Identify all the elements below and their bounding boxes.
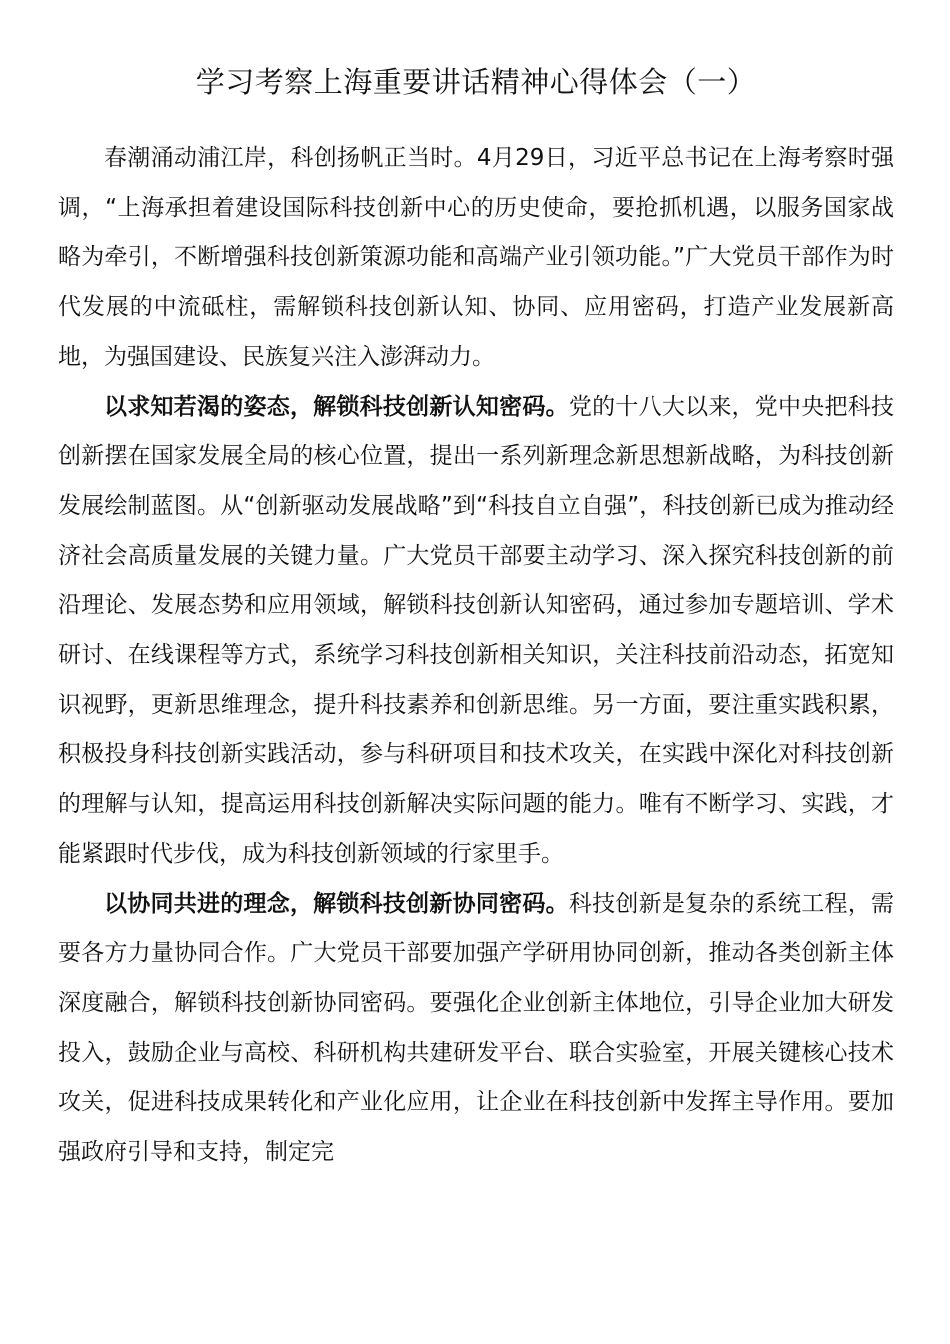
paragraph-text: 党的十八大以来，党中央把科技创新摆在国家发展全局的核心位置，提出一系列新理念新思想新战略，为科技创新发展绘制蓝图。从“创新驱动发展战略”到“科技自立自强”，科技创新已成为推动经济社会高质量发展的关键力量。广大党员干部要主动学习、深入探究科技创新的前沿理论、发展态势和应用领域，解锁科技创新认知密码，通过参加专题培训、学术研讨、在线课程等方式，系统学习科技创新相关知识，关注科技前沿动态，拓宽知识视野，更新思维理念，提升科技素养和创新思维。另一方面，要注重实践积累，积极投身科技创新实践活动，参与科研项目和技术攻关，在实践中深化对科技创新的理解与认知，提高运用科技创新解决实际问题的能力。唯有不断学习、实践，才能紧跟时代步伐，成为科技创新领域的行家里手。: [58, 393, 895, 867]
paragraph-cognition: [58, 383, 894, 880]
paragraph-collaboration: [58, 880, 894, 1178]
paragraph-lead-heading: 以协同共进的理念，解锁科技创新协同密码。: [104, 890, 569, 917]
paragraph-intro: [58, 134, 894, 383]
paragraph-text: 春潮涌动浦江岸，科创扬帆正当时。4月29日，习近平总书记在上海考察时强调，“上海承担着建设国际科技创新中心的历史使命，要抢抓机遇，以服务国家战略为牵引，不断增强科技创新策源功能和高端产业引领功能。”广大党员干部作为时代发展的中流砥柱，需解锁科技创新认知、协同、应用密码，打造产业发展新高地，为强国建设、民族复兴注入澎湃动力。: [58, 145, 894, 370]
paragraph-lead-heading: 以求知若渴的姿态，解锁科技创新认知密码。: [104, 393, 569, 420]
document-page: [58, 62, 894, 1178]
document-title: 学习考察上海重要讲话精神心得体会（一）: [195, 65, 757, 99]
paragraph-text: 科技创新是复杂的系统工程，需要各方力量协同合作。广大党员干部要加强产学研用协同创新，推动各类创新主体深度融合，解锁科技创新协同密码。要强化企业创新主体地位，引导企业加大研发投入，鼓励企业与高校、科研机构共建研发平台、联合实验室，开展关键核心技术攻关，促进科技成果转化和产业化应用，让企业在科技创新中发挥主导作用。要加强政府引导和支持，制定完: [58, 890, 895, 1166]
